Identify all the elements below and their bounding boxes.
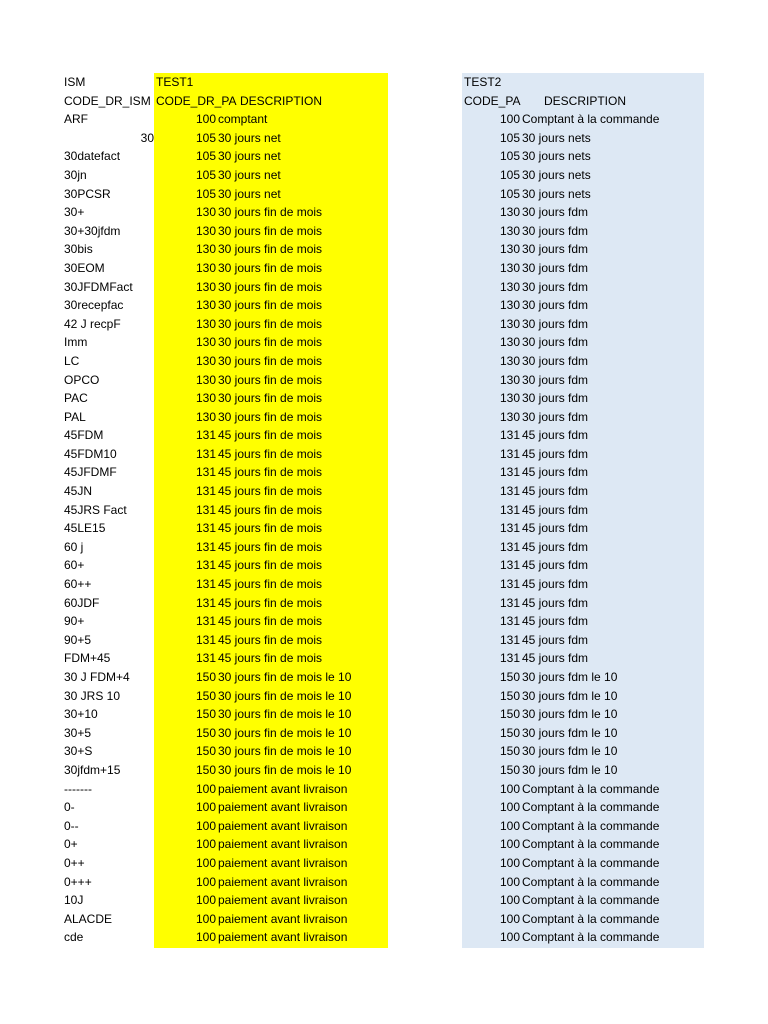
code-dr-pa-cell: 130 bbox=[195, 353, 216, 368]
description2-cell: 30 jours fdm bbox=[522, 260, 589, 275]
code-pa-cell: 100 bbox=[499, 837, 520, 852]
ism-cell: 60 j bbox=[64, 539, 84, 554]
header-row-2 bbox=[0, 92, 768, 111]
code-dr-pa-cell: 131 bbox=[195, 577, 216, 592]
description2-cell: 45 jours fdm bbox=[522, 651, 589, 666]
code-dr-pa-cell: 130 bbox=[195, 409, 216, 424]
description2-cell: 45 jours fdm bbox=[522, 428, 589, 443]
code-dr-pa-cell: 150 bbox=[195, 762, 216, 777]
code-pa-cell: 150 bbox=[499, 725, 520, 740]
code-pa-cell: 130 bbox=[499, 372, 520, 387]
code-dr-pa-cell: 131 bbox=[195, 446, 216, 461]
description2-cell: 30 jours fdm le 10 bbox=[522, 688, 618, 703]
code-pa-cell: 131 bbox=[499, 428, 520, 443]
description1-cell: 30 jours fin de mois le 10 bbox=[218, 762, 352, 777]
description1-cell: 30 jours fin de mois bbox=[218, 391, 323, 406]
table-row bbox=[0, 371, 768, 390]
description2-cell: 30 jours fdm le 10 bbox=[522, 762, 618, 777]
description1-cell: paiement avant livraison bbox=[218, 781, 348, 796]
ism-cell: LC bbox=[64, 353, 80, 368]
description2-cell: 30 jours fdm bbox=[522, 391, 589, 406]
description2-cell: 45 jours fdm bbox=[522, 539, 589, 554]
ism-cell: 45LE15 bbox=[64, 521, 106, 536]
table-row bbox=[0, 780, 768, 799]
code-pa-cell: 100 bbox=[499, 800, 520, 815]
table-row bbox=[0, 426, 768, 445]
code-pa-cell: 130 bbox=[499, 223, 520, 238]
code-pa-cell: 105 bbox=[499, 130, 520, 145]
description2-cell: Comptant à la commande bbox=[522, 893, 660, 908]
description1-cell: 30 jours fin de mois bbox=[218, 205, 323, 220]
code-dr-pa-cell: 100 bbox=[195, 781, 216, 796]
code-pa-cell: 150 bbox=[499, 707, 520, 722]
ism-cell: 45FDM10 bbox=[64, 446, 117, 461]
code-pa-cell: 100 bbox=[499, 112, 520, 127]
table-row bbox=[0, 166, 768, 185]
code-pa-cell: 130 bbox=[499, 205, 520, 220]
table-row bbox=[0, 612, 768, 631]
description1-cell: 45 jours fin de mois bbox=[218, 595, 323, 610]
ism-cell: 45JN bbox=[64, 484, 93, 499]
code-dr-pa-cell: 130 bbox=[195, 279, 216, 294]
table-row bbox=[0, 352, 768, 371]
description1-cell: 30 jours fin de mois bbox=[218, 242, 323, 257]
ism-cell: 30datefact bbox=[64, 149, 121, 164]
description2-header: DESCRIPTION bbox=[544, 93, 627, 108]
code-pa-cell: 131 bbox=[499, 632, 520, 647]
code-pa-cell: 130 bbox=[499, 335, 520, 350]
code-dr-pa-cell: 105 bbox=[195, 130, 216, 145]
description1-cell: paiement avant livraison bbox=[218, 893, 348, 908]
table-row bbox=[0, 147, 768, 166]
code-pa-cell: 130 bbox=[499, 242, 520, 257]
description1-cell: paiement avant livraison bbox=[218, 800, 348, 815]
description2-cell: 45 jours fdm bbox=[522, 484, 589, 499]
test2-header: TEST2 bbox=[464, 75, 502, 89]
description1-cell: 45 jours fin de mois bbox=[218, 465, 323, 480]
table-row bbox=[0, 185, 768, 204]
table-row bbox=[0, 631, 768, 650]
table-row bbox=[0, 389, 768, 408]
table-row bbox=[0, 873, 768, 892]
code-dr-pa-cell: 100 bbox=[195, 911, 216, 926]
code-dr-pa-cell: 100 bbox=[195, 855, 216, 870]
code-dr-pa-cell: 100 bbox=[195, 930, 216, 945]
ism-cell: 30EOM bbox=[64, 260, 105, 275]
description1-cell: 30 jours fin de mois bbox=[218, 409, 323, 424]
description2-cell: 30 jours fdm le 10 bbox=[522, 707, 618, 722]
ism-cell: 30jfdm+15 bbox=[64, 762, 121, 777]
description1-cell: 45 jours fin de mois bbox=[218, 651, 323, 666]
code-pa-cell: 131 bbox=[499, 595, 520, 610]
description1-cell: 30 jours net bbox=[218, 130, 281, 145]
table-row bbox=[0, 891, 768, 910]
ism-cell: 0+++ bbox=[64, 874, 92, 889]
code-pa-cell: 131 bbox=[499, 446, 520, 461]
description2-cell: Comptant à la commande bbox=[522, 800, 660, 815]
code-dr-pa-cell: 100 bbox=[195, 874, 216, 889]
table-row bbox=[0, 315, 768, 334]
table-row bbox=[0, 594, 768, 613]
code-pa-cell: 100 bbox=[499, 781, 520, 796]
table-row bbox=[0, 408, 768, 427]
code-dr-pa-header: CODE_DR_PA bbox=[156, 93, 237, 108]
code-dr-pa-cell: 131 bbox=[195, 558, 216, 573]
ism-number-cell: 30 bbox=[140, 130, 154, 145]
ism-cell: 45JRS Fact bbox=[64, 502, 127, 517]
description1-cell: 45 jours fin de mois bbox=[218, 428, 323, 443]
ism-cell: OPCO bbox=[64, 372, 100, 387]
ism-cell: 30recepfac bbox=[64, 298, 124, 313]
table-row bbox=[0, 575, 768, 594]
code-dr-pa-cell: 131 bbox=[195, 465, 216, 480]
description1-cell: 45 jours fin de mois bbox=[218, 577, 323, 592]
ism-cell: 30PCSR bbox=[64, 186, 111, 201]
spreadsheet bbox=[0, 73, 768, 947]
description2-cell: Comptant à la commande bbox=[522, 855, 660, 870]
ism-cell: 30bis bbox=[64, 242, 93, 257]
ism-cell: 30jn bbox=[64, 167, 87, 182]
description2-cell: 45 jours fdm bbox=[522, 558, 589, 573]
ism-cell: 42 J recpF bbox=[64, 316, 121, 331]
code-dr-pa-cell: 130 bbox=[195, 298, 216, 313]
code-pa-cell: 131 bbox=[499, 521, 520, 536]
description2-cell: Comptant à la commande bbox=[522, 930, 660, 945]
code-pa-cell: 130 bbox=[499, 409, 520, 424]
ism-cell: cde bbox=[64, 930, 84, 945]
code-dr-pa-cell: 130 bbox=[195, 260, 216, 275]
description1-cell: 30 jours fin de mois le 10 bbox=[218, 725, 352, 740]
description2-cell: 30 jours fdm bbox=[522, 409, 589, 424]
table-row bbox=[0, 501, 768, 520]
ism-cell: 60JDF bbox=[64, 595, 100, 610]
code-dr-pa-cell: 131 bbox=[195, 614, 216, 629]
ism-cell: 30 J FDM+4 bbox=[64, 670, 130, 684]
table-row bbox=[0, 538, 768, 557]
ism-cell: 0- bbox=[64, 800, 75, 815]
description2-cell: 45 jours fdm bbox=[522, 595, 589, 610]
table-row bbox=[0, 129, 768, 148]
code-dr-pa-cell: 130 bbox=[195, 205, 216, 220]
description1-cell: 45 jours fin de mois bbox=[218, 484, 323, 499]
description2-cell: Comptant à la commande bbox=[522, 781, 660, 796]
code-pa-cell: 105 bbox=[499, 167, 520, 182]
description2-cell: 30 jours nets bbox=[522, 167, 591, 182]
ism-cell: 30+10 bbox=[64, 707, 98, 722]
table-row bbox=[0, 482, 768, 501]
code-pa-cell: 130 bbox=[499, 298, 520, 313]
code-pa-cell: 150 bbox=[499, 670, 520, 684]
code-dr-pa-cell: 105 bbox=[195, 149, 216, 164]
description2-cell: 30 jours nets bbox=[522, 149, 591, 164]
code-dr-pa-cell: 130 bbox=[195, 372, 216, 387]
table-row bbox=[0, 556, 768, 575]
code-pa-cell: 150 bbox=[499, 688, 520, 703]
description2-cell: 30 jours fdm bbox=[522, 298, 589, 313]
description1-cell: 30 jours net bbox=[218, 149, 281, 164]
description2-cell: 45 jours fdm bbox=[522, 502, 589, 517]
table-row bbox=[0, 928, 768, 947]
description1-cell: 30 jours fin de mois bbox=[218, 260, 323, 275]
code-dr-pa-cell: 150 bbox=[195, 725, 216, 740]
code-pa-cell: 100 bbox=[499, 930, 520, 945]
description2-cell: 30 jours fdm bbox=[522, 316, 589, 331]
ism-cell: 30 JRS 10 bbox=[64, 688, 121, 703]
table-row bbox=[0, 463, 768, 482]
description2-cell: 30 jours fdm le 10 bbox=[522, 670, 618, 684]
table-row bbox=[0, 649, 768, 668]
ism-cell: Imm bbox=[64, 335, 88, 350]
description2-cell: 30 jours fdm bbox=[522, 372, 589, 387]
ism-cell: 60++ bbox=[64, 577, 92, 592]
description1-cell: 30 jours fin de mois bbox=[218, 223, 323, 238]
code-pa-header: CODE_PA bbox=[464, 93, 521, 108]
description1-cell: 30 jours fin de mois bbox=[218, 279, 323, 294]
code-pa-cell: 130 bbox=[499, 391, 520, 406]
code-dr-pa-cell: 105 bbox=[195, 186, 216, 201]
ism-cell: 60+ bbox=[64, 558, 85, 573]
description1-cell: 30 jours fin de mois bbox=[218, 316, 323, 331]
table-row bbox=[0, 705, 768, 724]
table-row bbox=[0, 445, 768, 464]
description2-cell: Comptant à la commande bbox=[522, 874, 660, 889]
description1-cell: 30 jours fin de mois le 10 bbox=[218, 688, 352, 703]
table-row bbox=[0, 668, 768, 687]
code-pa-cell: 100 bbox=[499, 893, 520, 908]
description2-cell: 30 jours fdm bbox=[522, 223, 589, 238]
code-pa-cell: 131 bbox=[499, 539, 520, 554]
description2-cell: Comptant à la commande bbox=[522, 837, 660, 852]
ism-cell: 0++ bbox=[64, 855, 85, 870]
code-dr-ism-header: CODE_DR_ISM bbox=[64, 93, 151, 108]
ism-cell: FDM+45 bbox=[64, 651, 111, 666]
description2-cell: 30 jours fdm bbox=[522, 242, 589, 257]
code-dr-pa-cell: 100 bbox=[195, 837, 216, 852]
table-row bbox=[0, 333, 768, 352]
description2-cell: 30 jours nets bbox=[522, 130, 591, 145]
code-pa-cell: 100 bbox=[499, 874, 520, 889]
description1-cell: 45 jours fin de mois bbox=[218, 614, 323, 629]
description2-cell: 30 jours fdm le 10 bbox=[522, 744, 618, 759]
code-pa-cell: 100 bbox=[499, 855, 520, 870]
description1-cell: 30 jours net bbox=[218, 167, 281, 182]
code-pa-cell: 130 bbox=[499, 316, 520, 331]
description1-cell: 30 jours fin de mois bbox=[218, 353, 323, 368]
ism-cell: 45FDM bbox=[64, 428, 104, 443]
code-dr-pa-cell: 130 bbox=[195, 223, 216, 238]
data-rows bbox=[0, 110, 768, 947]
table-row bbox=[0, 222, 768, 241]
description2-cell: 30 jours fdm bbox=[522, 205, 589, 220]
code-dr-pa-cell: 130 bbox=[195, 391, 216, 406]
table-row bbox=[0, 835, 768, 854]
table-row bbox=[0, 798, 768, 817]
code-dr-pa-cell: 100 bbox=[195, 800, 216, 815]
table-row bbox=[0, 724, 768, 743]
description1-cell: paiement avant livraison bbox=[218, 818, 348, 833]
code-dr-pa-cell: 130 bbox=[195, 316, 216, 331]
description2-cell: 45 jours fdm bbox=[522, 521, 589, 536]
code-pa-cell: 100 bbox=[499, 818, 520, 833]
code-dr-pa-cell: 105 bbox=[195, 167, 216, 182]
description1-cell: 30 jours fin de mois bbox=[218, 335, 323, 350]
code-dr-pa-cell: 131 bbox=[195, 539, 216, 554]
description1-cell: paiement avant livraison bbox=[218, 855, 348, 870]
code-dr-pa-cell: 131 bbox=[195, 521, 216, 536]
code-dr-pa-cell: 131 bbox=[195, 428, 216, 443]
table-row bbox=[0, 687, 768, 706]
description1-cell: 45 jours fin de mois bbox=[218, 502, 323, 517]
code-dr-pa-cell: 150 bbox=[195, 744, 216, 759]
description1-cell: 30 jours net bbox=[218, 186, 281, 201]
code-pa-cell: 131 bbox=[499, 577, 520, 592]
ism-cell: 0+ bbox=[64, 837, 78, 852]
code-pa-cell: 131 bbox=[499, 502, 520, 517]
description2-cell: 45 jours fdm bbox=[522, 632, 589, 647]
description2-cell: 45 jours fdm bbox=[522, 446, 589, 461]
code-pa-cell: 130 bbox=[499, 260, 520, 275]
ism-cell: 30JFDMFact bbox=[64, 279, 133, 294]
description1-cell: 45 jours fin de mois bbox=[218, 558, 323, 573]
code-dr-pa-cell: 130 bbox=[195, 242, 216, 257]
ism-cell: 30+S bbox=[64, 744, 93, 759]
ism-cell: 90+5 bbox=[64, 632, 92, 647]
code-pa-cell: 131 bbox=[499, 651, 520, 666]
code-dr-pa-cell: 100 bbox=[195, 818, 216, 833]
description2-cell: 30 jours nets bbox=[522, 186, 591, 201]
description2-cell: 30 jours fdm le 10 bbox=[522, 725, 618, 740]
code-dr-pa-cell: 150 bbox=[195, 688, 216, 703]
description2-cell: Comptant à la commande bbox=[522, 112, 660, 127]
table-row bbox=[0, 854, 768, 873]
code-dr-pa-cell: 100 bbox=[195, 893, 216, 908]
table-row bbox=[0, 259, 768, 278]
ism-cell: PAL bbox=[64, 409, 86, 424]
ism-cell: ARF bbox=[64, 112, 88, 127]
ism-cell: 90+ bbox=[64, 614, 85, 629]
ism-cell: 45JFDMF bbox=[64, 465, 117, 480]
table-row bbox=[0, 910, 768, 929]
description1-cell: 30 jours fin de mois le 10 bbox=[218, 744, 352, 759]
ism-cell: ALACDE bbox=[64, 911, 113, 926]
code-pa-cell: 105 bbox=[499, 186, 520, 201]
description1-cell: 30 jours fin de mois le 10 bbox=[218, 707, 352, 722]
description1-cell: paiement avant livraison bbox=[218, 911, 348, 926]
description2-cell: 30 jours fdm bbox=[522, 279, 589, 294]
code-dr-pa-cell: 150 bbox=[195, 707, 216, 722]
code-pa-cell: 150 bbox=[499, 762, 520, 777]
table-row bbox=[0, 761, 768, 780]
code-pa-cell: 150 bbox=[499, 744, 520, 759]
description1-cell: 45 jours fin de mois bbox=[218, 632, 323, 647]
description1-header: DESCRIPTION bbox=[240, 93, 323, 108]
description2-cell: 45 jours fdm bbox=[522, 465, 589, 480]
code-pa-cell: 131 bbox=[499, 465, 520, 480]
description1-cell: 45 jours fin de mois bbox=[218, 521, 323, 536]
description2-cell: Comptant à la commande bbox=[522, 911, 660, 926]
ism-cell: 0-- bbox=[64, 818, 79, 833]
ism-header: ISM bbox=[64, 75, 86, 89]
ism-cell: 30+30jfdm bbox=[64, 223, 121, 238]
code-pa-cell: 105 bbox=[499, 149, 520, 164]
code-dr-pa-cell: 131 bbox=[195, 502, 216, 517]
table-row bbox=[0, 296, 768, 315]
code-dr-pa-cell: 150 bbox=[195, 670, 216, 684]
description1-cell: 30 jours fin de mois bbox=[218, 298, 323, 313]
code-dr-pa-cell: 131 bbox=[195, 484, 216, 499]
description2-cell: Comptant à la commande bbox=[522, 818, 660, 833]
code-pa-cell: 131 bbox=[499, 614, 520, 629]
description2-cell: 30 jours fdm bbox=[522, 353, 589, 368]
code-dr-pa-cell: 131 bbox=[195, 651, 216, 666]
ism-cell: PAC bbox=[64, 391, 88, 406]
description1-cell: paiement avant livraison bbox=[218, 837, 348, 852]
description1-cell: paiement avant livraison bbox=[218, 930, 348, 945]
description2-cell: 45 jours fdm bbox=[522, 577, 589, 592]
description1-cell: comptant bbox=[218, 112, 268, 127]
description2-cell: 30 jours fdm bbox=[522, 335, 589, 350]
code-pa-cell: 131 bbox=[499, 484, 520, 499]
code-pa-cell: 131 bbox=[499, 558, 520, 573]
table-row bbox=[0, 519, 768, 538]
description1-cell: paiement avant livraison bbox=[218, 874, 348, 889]
ism-cell: 30+ bbox=[64, 205, 85, 220]
test1-header: TEST1 bbox=[156, 75, 194, 89]
table-row bbox=[0, 278, 768, 297]
code-dr-pa-cell: 100 bbox=[195, 112, 216, 127]
ism-cell: 10J bbox=[64, 893, 84, 908]
ism-cell: ------- bbox=[64, 781, 92, 796]
table-row bbox=[0, 240, 768, 259]
header-row-1 bbox=[0, 73, 768, 92]
code-pa-cell: 100 bbox=[499, 911, 520, 926]
ism-cell: 30+5 bbox=[64, 725, 92, 740]
description1-cell: 45 jours fin de mois bbox=[218, 446, 323, 461]
table-row bbox=[0, 742, 768, 761]
table-row bbox=[0, 817, 768, 836]
description2-cell: 45 jours fdm bbox=[522, 614, 589, 629]
code-dr-pa-cell: 131 bbox=[195, 595, 216, 610]
table-row bbox=[0, 203, 768, 222]
code-pa-cell: 130 bbox=[499, 279, 520, 294]
description1-cell: 45 jours fin de mois bbox=[218, 539, 323, 554]
description1-cell: 30 jours fin de mois bbox=[218, 372, 323, 387]
description1-cell: 30 jours fin de mois le 10 bbox=[218, 670, 352, 684]
code-dr-pa-cell: 131 bbox=[195, 632, 216, 647]
code-pa-cell: 130 bbox=[499, 353, 520, 368]
code-dr-pa-cell: 130 bbox=[195, 335, 216, 350]
table-row bbox=[0, 110, 768, 129]
